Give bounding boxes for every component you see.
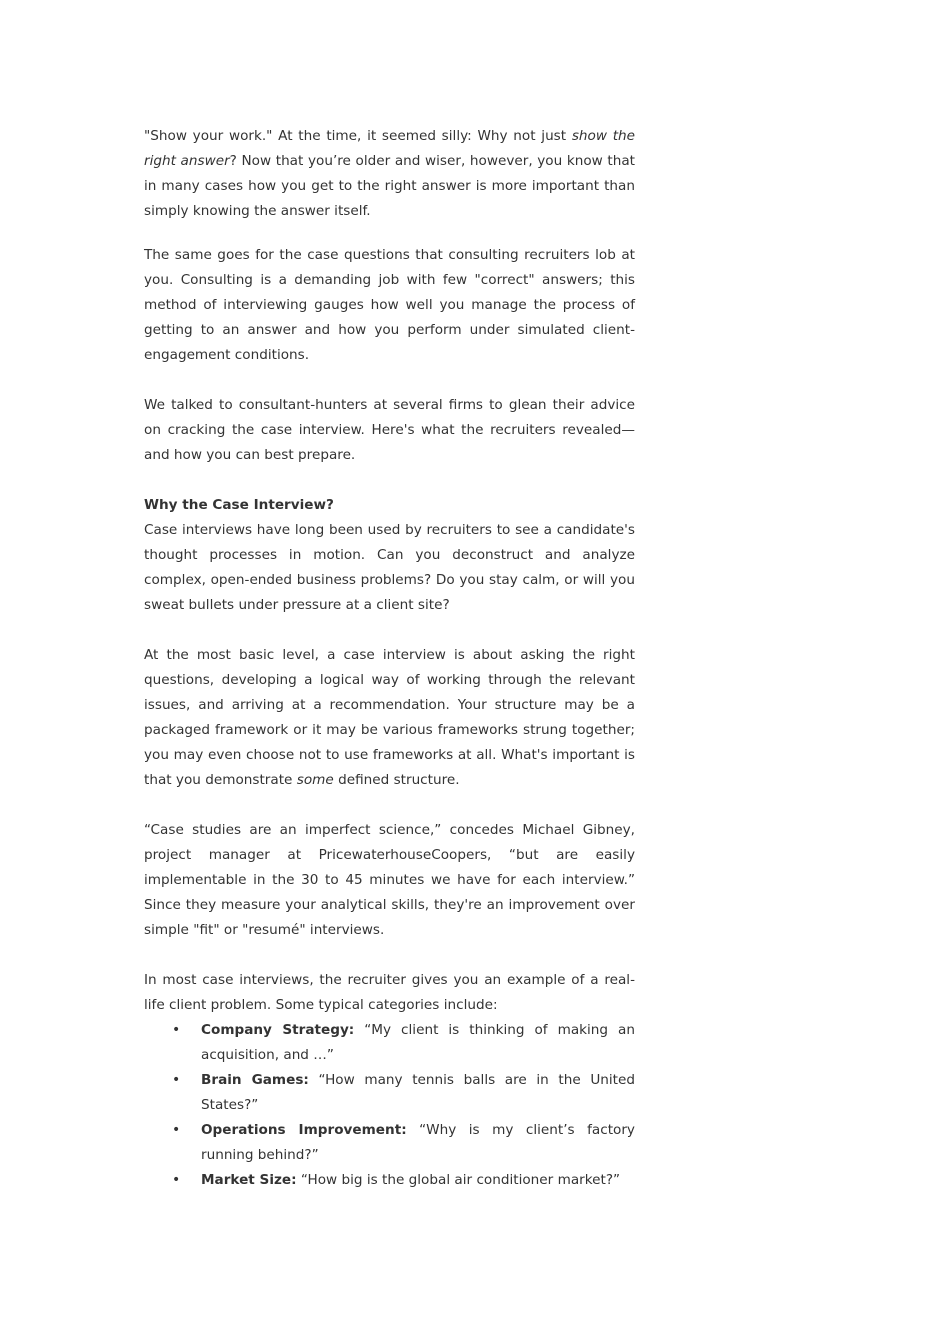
list-item-text: “Why is my client’s factory running behind?”: [201, 1122, 635, 1163]
list-item: [144, 1068, 635, 1118]
bullet-icon: •: [172, 1022, 181, 1038]
bullet-icon: •: [172, 1122, 181, 1138]
list-item-label: Company Strategy:: [201, 1022, 355, 1038]
bullet-icon: •: [172, 1072, 181, 1088]
paragraph-consultant-hunters: We talked to consultant-hunters at several firms to glean their advice on cracking the case interview. Here's what the recruiters revealed—and how you can best prepare.: [144, 397, 635, 463]
list-item: [144, 1118, 635, 1168]
list-item-label: Market Size:: [201, 1172, 297, 1188]
emphasis-text: show the right answer: [144, 128, 635, 169]
paragraph-categories-intro: In most case interviews, the recruiter gives you an example of a real-life client problem. Some typical categories include:: [144, 972, 635, 1013]
paragraph-basic-level: [144, 643, 635, 793]
list-item: [144, 1168, 635, 1193]
paragraph-gibney-quote: “Case studies are an imperfect science,” concedes Michael Gibney, project manager at PricewaterhouseCoopers, “but are easily implementable in the 30 to 45 minutes we have for each interview.” Since they measure your analytical skills, they're an improvement over simple "fit" or "resumé" interviews.: [144, 822, 635, 938]
list-item-label: Operations Improvement:: [201, 1122, 407, 1138]
paragraph-text: ? Now that you’re older and wiser, however, you know that in many cases how you get to the right answer is more important than simply knowing the answer itself.: [144, 153, 636, 219]
list-item-text: “How many tennis balls are in the United States?”: [201, 1072, 635, 1113]
paragraph-case-interviews-used: Case interviews have long been used by recruiters to see a candidate's thought processes in motion. Can you deconstruct and analyze complex, open-ended business problems? Do you stay calm, or will you sweat bullets under pressure at a client site?: [144, 522, 635, 613]
paragraph-show-your-work: [144, 124, 635, 224]
category-list: [144, 1018, 635, 1193]
list-item: [144, 1018, 635, 1068]
list-item-text: “How big is the global air conditioner market?”: [296, 1172, 621, 1188]
paragraph-text: "Show your work." At the time, it seemed silly: Why not just: [144, 128, 572, 144]
bullet-icon: •: [172, 1172, 181, 1188]
paragraph-text: At the most basic level, a case interview is about asking the right questions, developing a logical way of working through the relevant issues, and arriving at a recommendation. Your structure may be a packaged framework or it may be various frameworks strung together; you may even choose not to use frameworks at all. What's important is that you demonstrate: [144, 647, 635, 788]
list-item-text: “My client is thinking of making an acquisition, and …”: [201, 1022, 635, 1063]
emphasis-text: some: [296, 772, 334, 788]
paragraph-text: defined structure.: [333, 772, 460, 788]
document-page: [144, 124, 635, 1193]
paragraph-case-questions: The same goes for the case questions that consulting recruiters lob at you. Consulting is a demanding job with few "correct" answers; this method of interviewing gauges how well you manage the process of getting to an answer and how you perform under simulated client-engagement conditions.: [144, 247, 635, 363]
list-item-label: Brain Games:: [201, 1072, 309, 1088]
section-heading: Why the Case Interview?: [144, 497, 334, 513]
